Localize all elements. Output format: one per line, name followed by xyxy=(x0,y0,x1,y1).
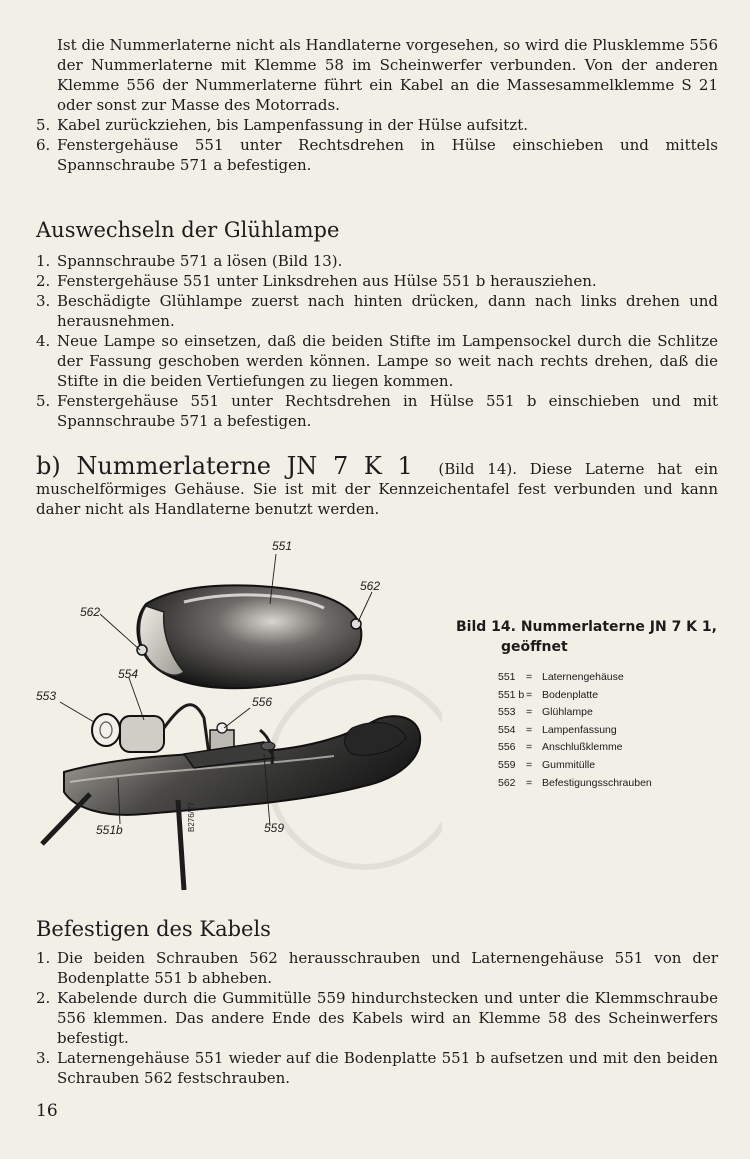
list-item: 2. Fenstergehäuse 551 unter Linksdrehen aus Hülse 551 b herausziehen. xyxy=(36,272,597,290)
list-item: 5. Kabel zurückziehen, bis Lampenfassung in der Hülse aufsitzt. xyxy=(36,116,529,134)
label-562: 562 xyxy=(360,579,381,593)
label-551: 551 xyxy=(272,539,293,553)
intro-paragraph: Ist die Nummerlaterne nicht als Handlaterne vorgesehen, so wird die Plusklemme 556 der Nummerlaterne mit Klemme 58 im Scheinwerfer verbunden. Von der anderen Klemme 556 der Nummerlaterne führt ein Kabel an die Massesammelklemme S 21 oder sonst zur Masse des Motorrads. xyxy=(57,36,718,114)
legend-item: 553 = Glühlampe xyxy=(498,706,593,719)
section-b xyxy=(36,452,718,519)
list-item: 2. Kabelende durch die Gummitülle 559 hindurchstecken und unter die Klemmschraube 556 klemmen. Das andere Ende des Kabels wird an Klemme 58 des Scheinwerfers befestigt. xyxy=(36,989,718,1047)
caption-subtitle: geöffnet xyxy=(501,639,568,655)
figure-legend xyxy=(498,669,728,792)
intro-steps xyxy=(36,115,718,175)
legend-item: 551 = Laternengehäuse xyxy=(498,671,624,683)
section-b-heading: b) Nummerlaterne JN 7 K 1 xyxy=(36,452,413,480)
list-item: 1. Spannschraube 571 a lösen (Bild 13). xyxy=(36,252,343,270)
label-556: 556 xyxy=(252,695,273,709)
section-heading: Befestigen des Kabels xyxy=(36,917,271,941)
intro-block xyxy=(36,35,718,175)
figure-14 xyxy=(34,532,442,894)
label-562: 562 xyxy=(80,605,101,619)
kabel-section xyxy=(36,916,718,1088)
kabel-steps xyxy=(36,948,718,1088)
section-b-text: (Bild 14). Diese Laterne hat ein muschelförmiges Gehäuse. Sie ist mit der Kennzeichentafel fest verbunden und kann daher nicht als Handlaterne benutzt werden. xyxy=(36,460,718,518)
list-item: 4. Neue Lampe so einsetzen, daß die beiden Stifte im Lampensockel durch die Schlitze der Fassung geschoben werden können. Lampe so weit nach rechts drehen, daß die Stifte in die beiden Vertiefungen zu liegen kommen. xyxy=(36,332,718,390)
figure-caption xyxy=(456,617,726,657)
label-553: 553 xyxy=(36,689,57,703)
lamp-socket xyxy=(120,716,164,752)
list-item: 5. Fenstergehäuse 551 unter Rechtsdrehen in Hülse 551 b einschieben und mit Spannschraube 571 a befestigen. xyxy=(36,392,718,430)
legend-item: 562 = Befestigungsschrauben xyxy=(498,776,652,789)
legend-item: 551 b = Bodenplatte xyxy=(498,688,599,701)
gluehlampe-steps xyxy=(36,251,718,431)
list-item: 3. Laternengehäuse 551 wieder auf die Bodenplatte 551 b aufsetzen und mit den beiden Schrauben 562 festschrauben. xyxy=(36,1049,718,1087)
list-item: 1. Die beiden Schrauben 562 herausschrauben und Laternengehäuse 551 von der Bodenplatte 551 b abheben. xyxy=(36,949,718,987)
label-559: 559 xyxy=(264,821,285,835)
figure-code: B276/27 xyxy=(187,802,196,832)
legend-item: 559 = Gummitülle xyxy=(498,758,596,771)
list-item: 3. Beschädigte Glühlampe zuerst nach hinten drücken, dann nach links drehen und herausnehmen. xyxy=(36,292,718,330)
section-b-paragraph xyxy=(36,452,718,519)
gluehlampe-section xyxy=(36,217,718,431)
screw-icon xyxy=(351,619,361,629)
label-554: 554 xyxy=(118,667,139,681)
caption-title: Bild 14. Nummerlaterne JN 7 K 1, xyxy=(456,619,717,635)
section-heading: Auswechseln der Glühlampe xyxy=(36,218,340,242)
legend-item: 554 = Lampenfassung xyxy=(498,723,617,736)
screw-icon xyxy=(137,645,147,655)
legend-item: 556 = Anschlußklemme xyxy=(498,741,623,754)
label-551b: 551b xyxy=(96,823,123,837)
list-item: 6. Fenstergehäuse 551 unter Rechtsdrehen in Hülse einschieben und mittels Spannschraube 571 a befestigen. xyxy=(36,136,718,174)
page-number: 16 xyxy=(36,1101,58,1121)
lamp-illustration xyxy=(34,532,442,894)
light-bulb-icon xyxy=(92,714,120,746)
